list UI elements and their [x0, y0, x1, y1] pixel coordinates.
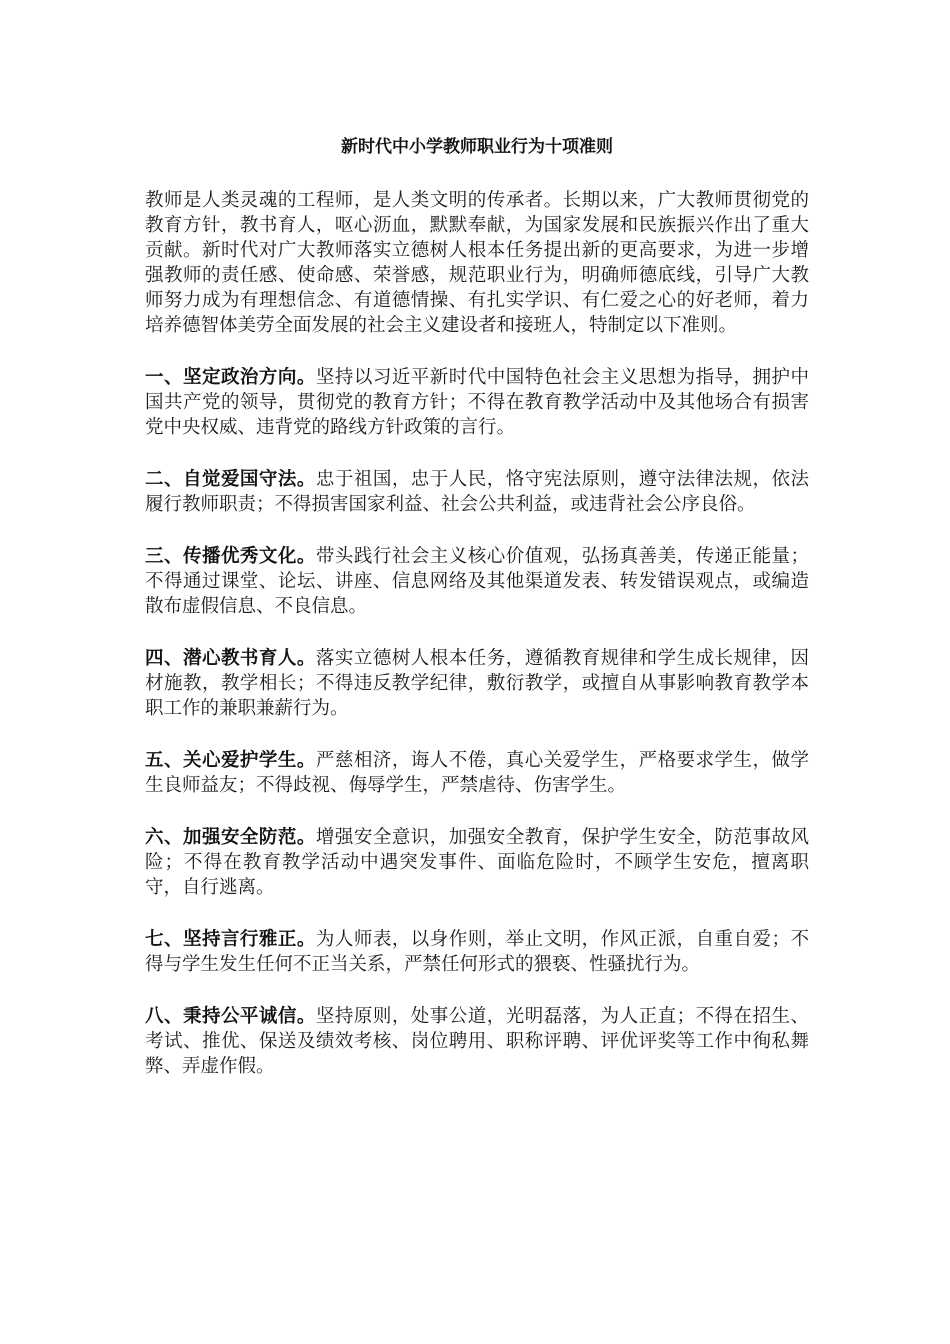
article-8-heading: 八、秉持公平诚信。 — [145, 1006, 316, 1027]
document-page — [145, 136, 809, 1106]
article-2-heading: 二、自觉爱国守法。 — [145, 469, 316, 490]
article-5 — [145, 748, 809, 798]
article-4 — [145, 646, 809, 721]
article-5-text: 严慈相济，诲人不倦，真心关爱学生，严格要求学生，做学生良师益友；不得歧视、侮辱学生，严禁虐待、伤害学生。 — [145, 750, 809, 796]
intro-paragraph: 教师是人类灵魂的工程师，是人类文明的传承者。长期以来，广大教师贯彻党的教育方针，教书育人，呕心沥血，默默奉献，为国家发展和民族振兴作出了重大贡献。新时代对广大教师落实立德树人根本任务提出新的更高要求，为进一步增强教师的责任感、使命感、荣誉感，规范职业行为，明确师德底线，引导广大教师努力成为有理想信念、有道德情操、有扎实学识、有仁爱之心的好老师，着力培养德智体美劳全面发展的社会主义建设者和接班人，特制定以下准则。 — [145, 190, 809, 336]
article-2 — [145, 467, 809, 517]
article-4-heading: 四、潜心教书育人。 — [145, 648, 316, 669]
article-4-text: 落实立德树人根本任务，遵循教育规律和学生成长规律，因材施教，教学相长；不得违反教学纪律，敷衍教学，或擅自从事影响教育教学本职工作的兼职兼薪行为。 — [145, 648, 809, 719]
article-6 — [145, 825, 809, 900]
article-3-heading: 三、传播优秀文化。 — [145, 546, 316, 567]
document-title: 新时代中小学教师职业行为十项准则 — [341, 137, 613, 157]
article-1-heading: 一、坚定政治方向。 — [145, 367, 316, 388]
article-8 — [145, 1004, 809, 1079]
article-6-heading: 六、加强安全防范。 — [145, 827, 316, 848]
article-8-text: 坚持原则，处事公道，光明磊落，为人正直；不得在招生、考试、推优、保送及绩效考核、岗位聘用、职称评聘、评优评奖等工作中徇私舞弊、弄虚作假。 — [145, 1006, 809, 1077]
article-7-text: 为人师表，以身作则，举止文明，作风正派，自重自爱；不得与学生发生任何不正当关系，严禁任何形式的猥亵、性骚扰行为。 — [145, 929, 809, 975]
article-2-text: 忠于祖国，忠于人民，恪守宪法原则，遵守法律法规，依法履行教师职责；不得损害国家利益、社会公共利益，或违背社会公序良俗。 — [145, 469, 809, 515]
article-1 — [145, 365, 809, 440]
article-6-text: 增强安全意识，加强安全教育，保护学生安全，防范事故风险；不得在教育教学活动中遇突发事件、面临危险时，不顾学生安危，擅离职守，自行逃离。 — [145, 827, 809, 898]
article-7 — [145, 927, 809, 977]
article-3 — [145, 544, 809, 619]
article-7-heading: 七、坚持言行雅正。 — [145, 929, 316, 950]
article-3-text: 带头践行社会主义核心价值观，弘扬真善美，传递正能量；不得通过课堂、论坛、讲座、信息网络及其他渠道发表、转发错误观点，或编造散布虚假信息、不良信息。 — [145, 546, 809, 617]
article-5-heading: 五、关心爱护学生。 — [145, 750, 316, 771]
article-1-text: 坚持以习近平新时代中国特色社会主义思想为指导，拥护中国共产党的领导，贯彻党的教育方针；不得在教育教学活动中及其他场合有损害党中央权威、违背党的路线方针政策的言行。 — [145, 367, 809, 438]
